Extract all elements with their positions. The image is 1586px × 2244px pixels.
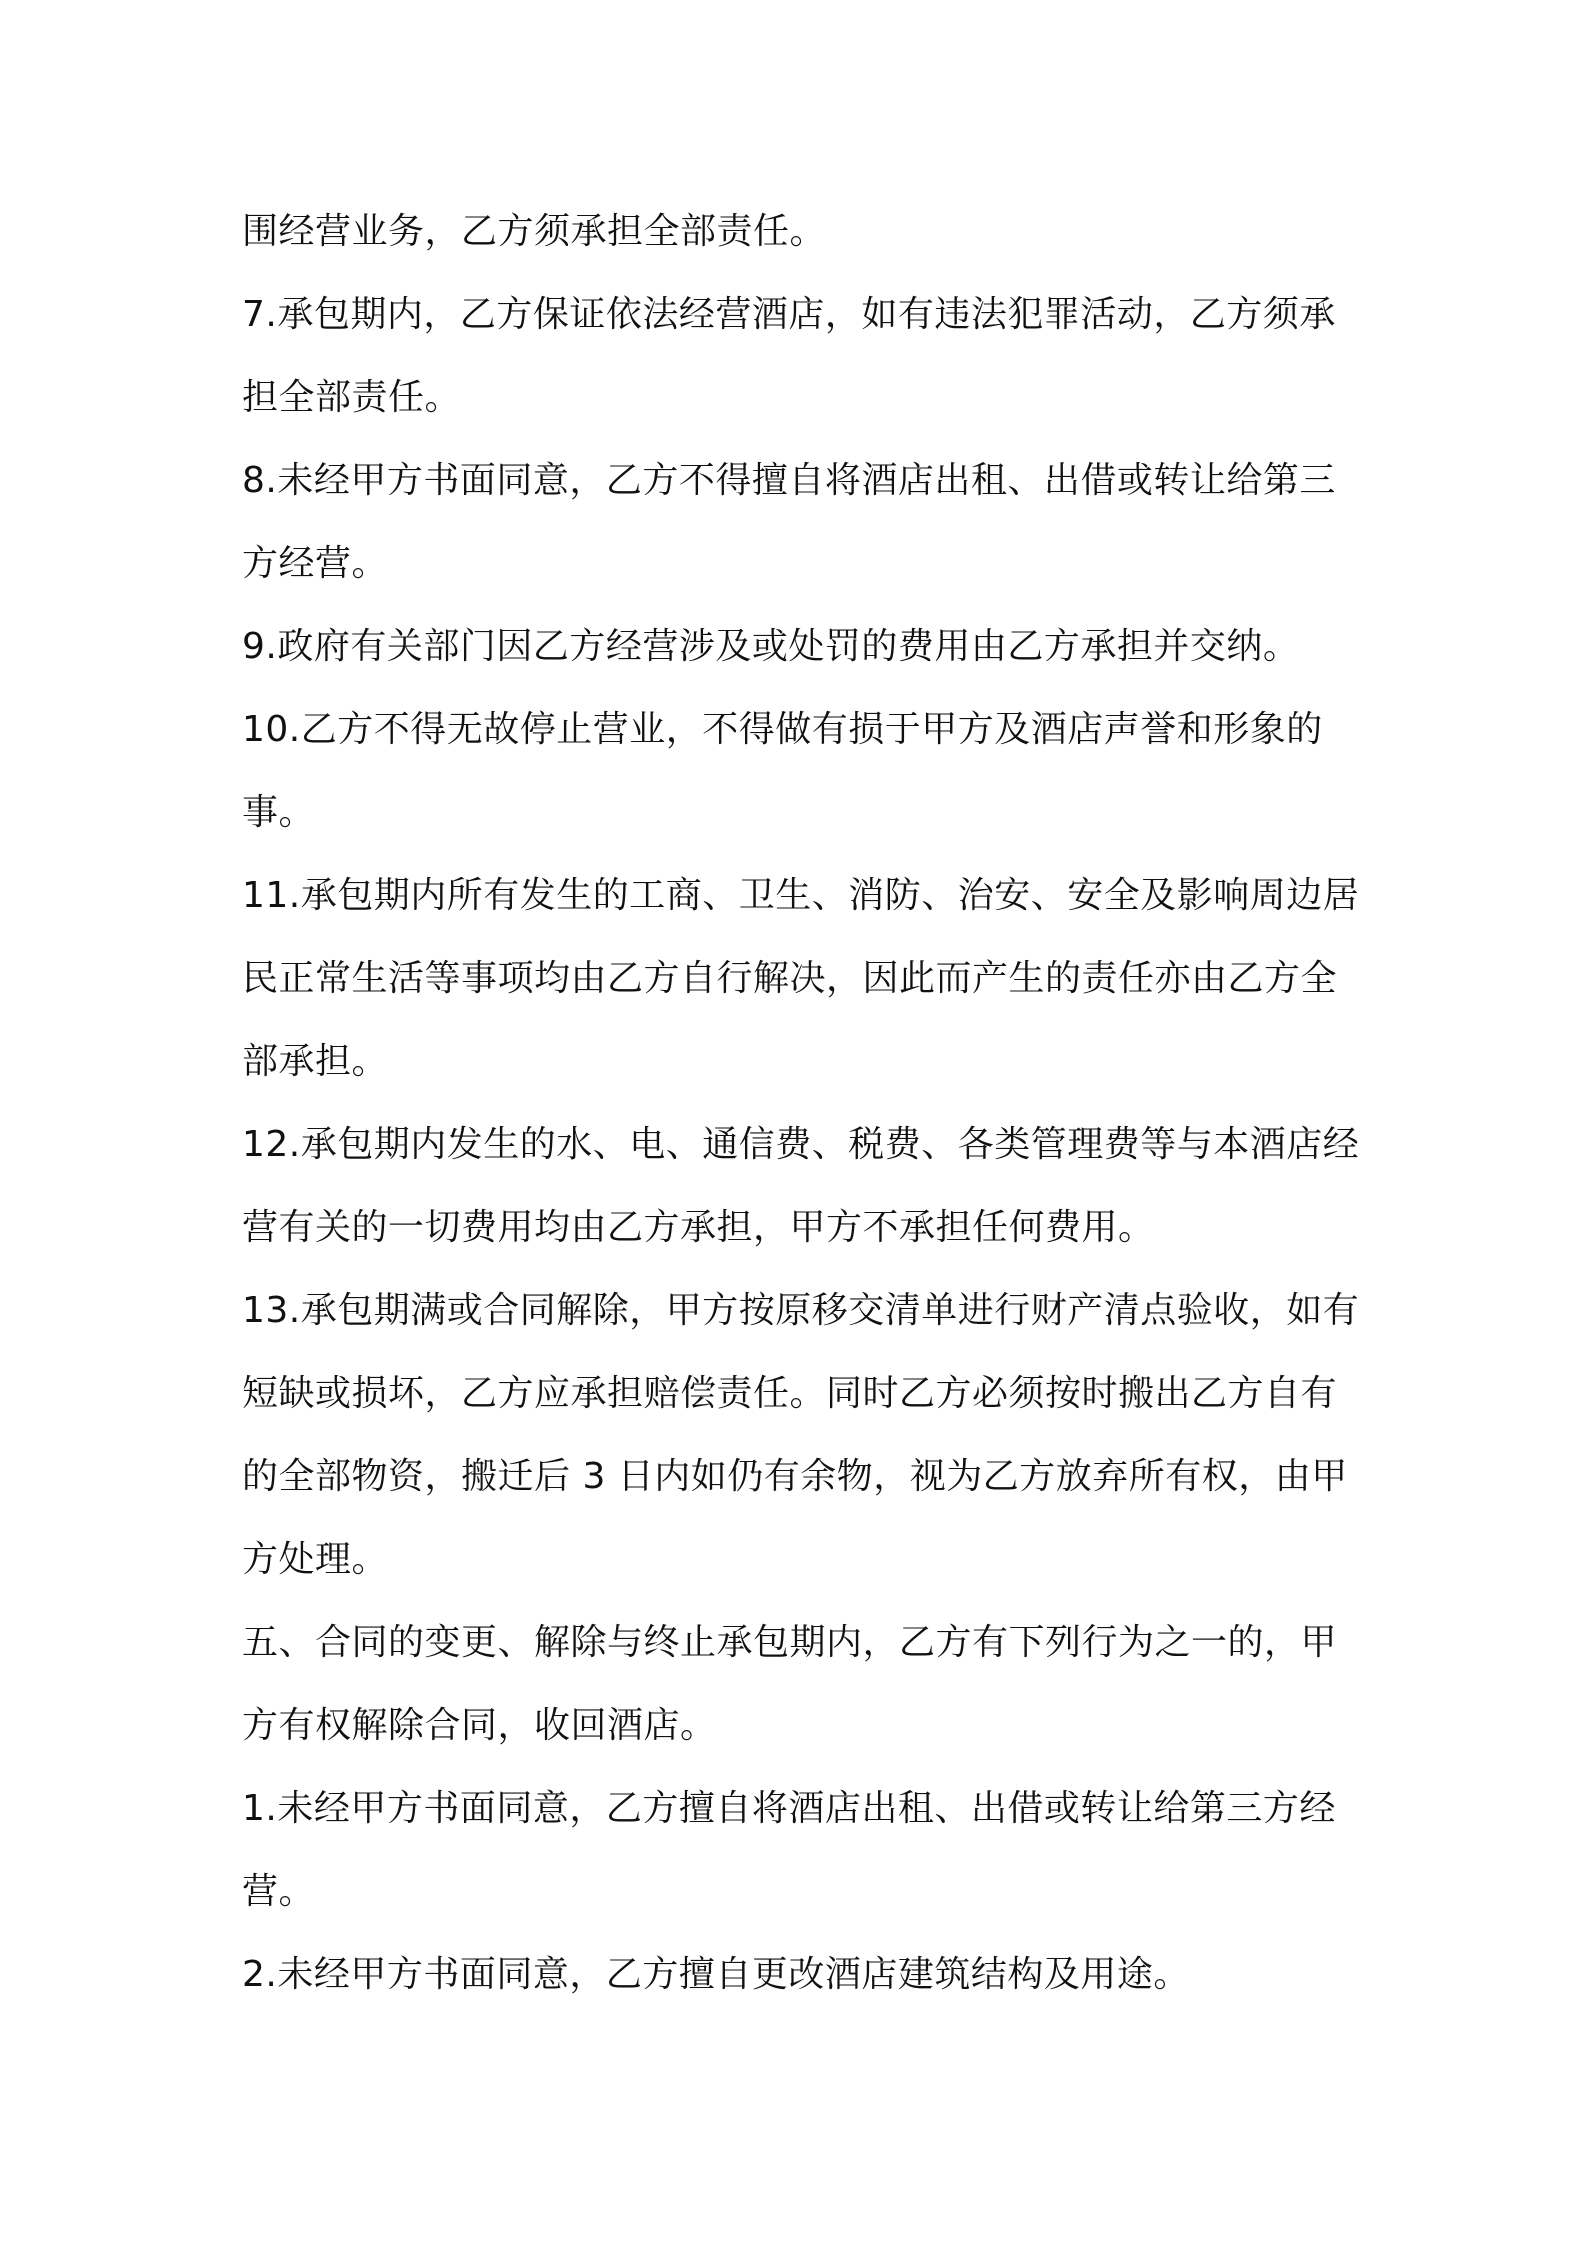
clause-9: 9.政府有关部门因乙方经营涉及或处罚的费用由乙方承担并交纳。 bbox=[242, 626, 1300, 667]
paragraph-continuation: 围经营业务，乙方须承担全部责任。 bbox=[242, 211, 827, 252]
section-5-item-2: 2.未经甲方书面同意，乙方擅自更改酒店建筑结构及用途。 bbox=[242, 1954, 1190, 1995]
clause-13: 13.承包期满或合同解除，甲方按原移交清单进行财产清点验收，如有短缺或损坏，乙方应承担赔偿责任。同时乙方必须按时搬出乙方自有的全部物资，搬迁后 3 日内如仍有余物，视为乙方放弃所有权，由甲方处理。 bbox=[242, 1290, 1360, 1580]
clause-12: 12.承包期内发生的水、电、通信费、税费、各类管理费等与本酒店经营有关的一切费用均由乙方承担，甲方不承担任何费用。 bbox=[242, 1124, 1360, 1248]
clause-10: 10.乙方不得无故停止营业，不得做有损于甲方及酒店声誉和形象的事。 bbox=[242, 709, 1323, 833]
document-body bbox=[242, 190, 1362, 2016]
clause-7: 7.承包期内，乙方保证依法经营酒店，如有违法犯罪活动，乙方须承担全部责任。 bbox=[242, 294, 1336, 418]
clause-8: 8.未经甲方书面同意，乙方不得擅自将酒店出租、出借或转让给第三方经营。 bbox=[242, 460, 1336, 584]
clause-11: 11.承包期内所有发生的工商、卫生、消防、治安、安全及影响周边居民正常生活等事项均由乙方自行解决，因此而产生的责任亦由乙方全部承担。 bbox=[242, 875, 1360, 1082]
section-5-item-1: 1.未经甲方书面同意，乙方擅自将酒店出租、出借或转让给第三方经营。 bbox=[242, 1788, 1336, 1912]
section-5-heading: 五、合同的变更、解除与终止承包期内，乙方有下列行为之一的，甲方有权解除合同，收回酒店。 bbox=[242, 1622, 1338, 1746]
